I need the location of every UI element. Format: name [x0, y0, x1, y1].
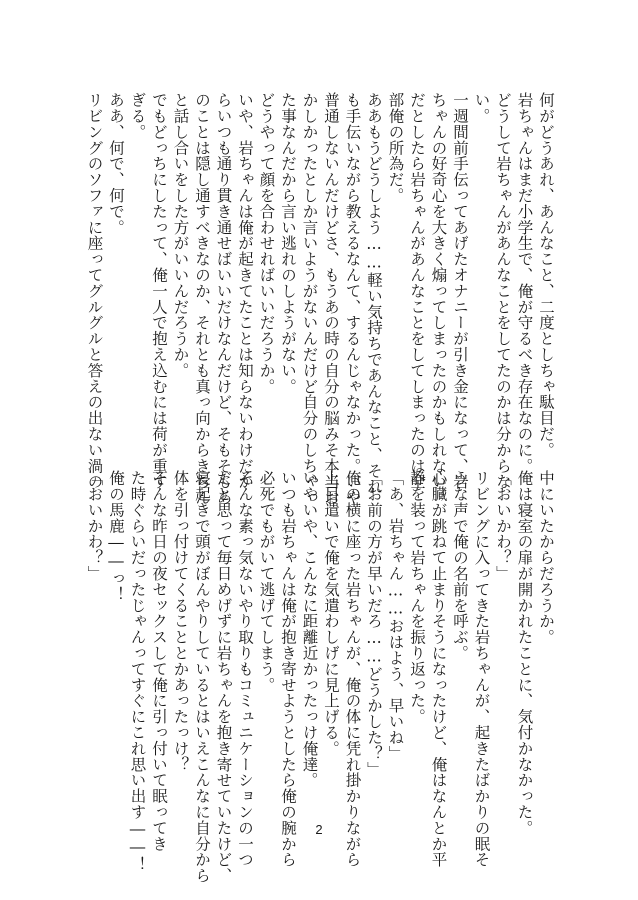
- text-line: うな声で俺の名前を呼ぶ。: [451, 470, 469, 661]
- upper-text-block: [85, 92, 556, 506]
- text-line: 必死でもがいて逃げてしまう。: [257, 470, 276, 693]
- text-line: ぎる。: [128, 92, 147, 140]
- text-line: いやいや、こんなに距離近かったっけ俺達。: [300, 470, 319, 788]
- text-line: 「お前の方が早いだろ……どうかした？」: [365, 470, 383, 778]
- text-line: 部俺の所為だ。: [386, 92, 405, 204]
- text-line: そんな昨日の夜セックスして俺に引っ付いて眠ってき: [150, 470, 168, 852]
- text-line: かしかったとしか言いようがないんだけど自分のしちゃっ: [300, 92, 319, 506]
- text-line: 中にいたからだろうか。: [537, 470, 555, 645]
- text-line: いや、岩ちゃんは俺が起きてたことは知らないわけだか: [236, 92, 254, 490]
- text-line: だと思って毎日めげずに岩ちゃんを抱き寄せていたけど、: [214, 470, 233, 884]
- text-line: 普通しないんだけどさ、もうあの時の自分の脳みそ本当お: [322, 92, 340, 506]
- text-line: い。: [472, 92, 491, 124]
- text-line: らいつも通り貫き通せばいいだけなんだけど、そもそもあ: [214, 92, 233, 506]
- text-line: だとしたら岩ちゃんがあんなことをしてしまったのは全: [408, 92, 426, 490]
- text-line: どうして岩ちゃんがあんなことをしてたのかは分からな: [494, 92, 512, 490]
- text-line: そんな素っ気ないやり取りもコミュニケーションの一つ: [236, 470, 254, 868]
- text-line: も手伝いながら教えるなんて、するんじゃなかった。いや: [343, 92, 362, 506]
- text-line: た事なんだから言い逃れのしようがない。: [279, 92, 297, 395]
- page-number: 2: [315, 822, 323, 837]
- text-line: リビングに入ってきた岩ちゃんが、起きたばかりの眠そ: [472, 470, 491, 868]
- text-line: 「おいかわ？」: [494, 470, 512, 582]
- text-line: 俺の馬鹿――っ！: [107, 470, 125, 603]
- text-line: ああ、何で、何で。: [107, 92, 125, 236]
- text-line: いつも岩ちゃんは俺が抱き寄せようとしたら俺の腕から: [279, 470, 297, 868]
- text-line: リビングのソファに座ってグルグルと答えの出ない渦の: [85, 92, 104, 490]
- text-line: 寝起きで頭がぼんやりしているとはいえこんなに自分から: [193, 470, 211, 884]
- text-line: 岩ちゃんはまだ小学生で、俺が守るべき存在なのに。: [515, 92, 534, 474]
- text-line: 心臓が跳ねて止まりそうになったけど、俺はなんとか平: [429, 470, 448, 868]
- text-line: 体を引っ付けてくることとかあったっけ？: [171, 470, 190, 773]
- text-line: ちゃんの好奇心を大きく煽ってしまったのかもしれない。: [429, 92, 448, 506]
- text-line: でもどっちにしたって、俺一人で抱え込むには荷が重す: [150, 92, 168, 490]
- text-line: ああもうどうしよう……軽い気持ちであんなこと、それ: [365, 92, 383, 495]
- text-line: 静を装って岩ちゃんを振り返った。: [408, 470, 426, 725]
- text-line: 「あ、岩ちゃん……おはよう、早いね」: [386, 470, 405, 762]
- text-line: 俺は寝室の扉が開かれたことに、気付かなかった。: [515, 470, 534, 836]
- text-line: どうやって顔を合わせればいいだろうか。: [257, 92, 276, 395]
- text-line: 何がどうあれ、あんなこと、二度としちゃ駄目だ。: [537, 92, 555, 458]
- text-line: 一週間前手伝ってあげたオナニーが引き金になって、岩: [451, 92, 469, 490]
- text-line: と話し合いをした方がいいんだろうか。: [171, 92, 190, 379]
- text-line: 「おいかわ？」: [85, 470, 104, 582]
- text-line: た時ぐらいだったじゃんってすぐにこれ思い出す――！: [128, 470, 147, 873]
- text-line: 俺の横に座った岩ちゃんが、俺の体に凭れ掛かりながら: [343, 470, 362, 868]
- text-line: のことは隠し通すべきなのか、それとも真っ向からきちん: [193, 92, 211, 506]
- lower-text-block: [85, 470, 556, 884]
- text-line: 上目遣いで俺を気遣わしげに見上げる。: [322, 470, 340, 757]
